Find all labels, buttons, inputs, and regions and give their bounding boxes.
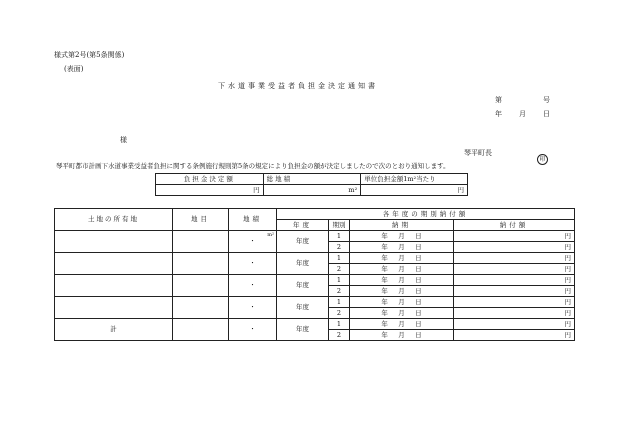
main-table [54, 208, 575, 341]
h-due: 納期 [350, 220, 454, 231]
due-date-cell [350, 297, 454, 308]
area-cell [229, 231, 277, 253]
due-day: 日 [415, 297, 422, 306]
period-cell: 1 [329, 231, 350, 242]
period-cell: 1 [329, 297, 350, 308]
due-month: 月 [398, 231, 405, 240]
period-cell: 1 [329, 253, 350, 264]
lot-cell [173, 297, 229, 319]
year-cell: 年度 [277, 231, 329, 253]
due-day: 日 [415, 253, 422, 262]
location-cell [55, 275, 173, 297]
pay-amount-cell: 円 [454, 253, 575, 264]
location-cell [55, 231, 173, 253]
h-amount: 負担金決定額 [156, 174, 264, 185]
period-cell: 2 [329, 330, 350, 341]
year-cell: 年度 [277, 275, 329, 297]
table-row [55, 319, 575, 330]
side-label: (表面) [64, 65, 84, 73]
due-year: 年 [381, 231, 388, 240]
pay-amount-cell: 円 [454, 297, 575, 308]
decimal-dot: ・ [249, 281, 256, 290]
area-m2: m² [263, 185, 361, 196]
pay-amount-cell: 円 [454, 242, 575, 253]
period-cell: 2 [329, 308, 350, 319]
location-cell [55, 297, 173, 319]
period-cell: 2 [329, 286, 350, 297]
lot-cell [173, 319, 229, 341]
due-day: 日 [415, 264, 422, 273]
due-month: 月 [398, 253, 405, 262]
due-year: 年 [381, 242, 388, 251]
unit-yen: 円 [361, 185, 468, 196]
h-total-area: 総地積 [263, 174, 361, 185]
pay-amount-cell: 円 [454, 264, 575, 275]
due-year: 年 [381, 264, 388, 273]
due-year: 年 [381, 319, 388, 328]
lot-cell [173, 253, 229, 275]
date-year: 年 [495, 110, 502, 118]
h-pay-amount: 納付額 [454, 220, 575, 231]
summary-table [155, 173, 468, 196]
pay-amount-cell: 円 [454, 286, 575, 297]
year-cell: 年度 [277, 253, 329, 275]
lot-cell [173, 275, 229, 297]
pay-amount-cell: 円 [454, 319, 575, 330]
due-year: 年 [381, 297, 388, 306]
due-day: 日 [415, 242, 422, 251]
area-cell [229, 297, 277, 319]
doc-no-suffix: 号 [543, 96, 550, 104]
seal-icon: 印 [537, 148, 548, 165]
due-year: 年 [381, 253, 388, 262]
table-row [55, 253, 575, 264]
issuer: 琴平町長 [464, 149, 492, 157]
due-month: 月 [398, 319, 405, 328]
decimal-dot: ・ [249, 303, 256, 312]
body-text: 琴平町都市計画下水道事業受益者負担に関する条例施行規則第5条の規定により負担金の額が決定しましたので次のとおり通知します。 [56, 162, 450, 170]
h-unit: 単位負担金額1m²当たり [361, 174, 468, 185]
lot-cell [173, 231, 229, 253]
area-cell [229, 253, 277, 275]
due-date-cell [350, 242, 454, 253]
period-cell: 1 [329, 319, 350, 330]
due-date-cell [350, 330, 454, 341]
due-year: 年 [381, 286, 388, 295]
h-area: 地積 [229, 209, 277, 231]
due-date-cell [350, 308, 454, 319]
period-cell: 2 [329, 264, 350, 275]
table-row [55, 297, 575, 308]
date-month: 月 [519, 110, 526, 118]
area-unit: m² [267, 232, 274, 238]
due-day: 日 [415, 308, 422, 317]
due-year: 年 [381, 275, 388, 284]
due-date-cell [350, 231, 454, 242]
h-lot: 地目 [173, 209, 229, 231]
due-month: 月 [398, 330, 405, 339]
due-month: 月 [398, 308, 405, 317]
h-installments: 各年度の期別納付額 [277, 209, 575, 220]
decimal-dot: ・ [249, 325, 256, 334]
h-year: 年度 [277, 220, 329, 231]
due-date-cell [350, 253, 454, 264]
table-row [55, 275, 575, 286]
due-month: 月 [398, 297, 405, 306]
location-cell [55, 253, 173, 275]
due-year: 年 [381, 308, 388, 317]
due-month: 月 [398, 264, 405, 273]
due-date-cell [350, 264, 454, 275]
form-number: 様式第2号(第5条関係) [54, 51, 125, 59]
period-cell: 2 [329, 242, 350, 253]
year-cell: 年度 [277, 297, 329, 319]
due-year: 年 [381, 330, 388, 339]
decimal-dot: ・ [249, 237, 256, 246]
period-cell: 1 [329, 275, 350, 286]
due-date-cell [350, 286, 454, 297]
doc-no-prefix: 第 [495, 96, 502, 104]
due-day: 日 [415, 319, 422, 328]
due-day: 日 [415, 231, 422, 240]
due-day: 日 [415, 330, 422, 339]
pay-amount-cell: 円 [454, 275, 575, 286]
amount-yen: 円 [156, 185, 264, 196]
pay-amount-cell: 円 [454, 330, 575, 341]
addressee-suffix: 様 [120, 136, 127, 144]
pay-amount-cell: 円 [454, 231, 575, 242]
due-month: 月 [398, 242, 405, 251]
date-day: 日 [543, 110, 550, 118]
due-day: 日 [415, 275, 422, 284]
h-period: 期別 [329, 220, 350, 231]
due-date-cell [350, 319, 454, 330]
area-cell [229, 319, 277, 341]
table-row [55, 231, 575, 242]
area-cell [229, 275, 277, 297]
document-title: 下水道事業受益者負担金決定通知書 [218, 82, 378, 90]
total-label: 計 [55, 319, 173, 341]
due-date-cell [350, 275, 454, 286]
year-cell: 年度 [277, 319, 329, 341]
due-day: 日 [415, 286, 422, 295]
h-location: 土地の所有地 [55, 209, 173, 231]
decimal-dot: ・ [249, 259, 256, 268]
due-month: 月 [398, 286, 405, 295]
pay-amount-cell: 円 [454, 308, 575, 319]
due-month: 月 [398, 275, 405, 284]
